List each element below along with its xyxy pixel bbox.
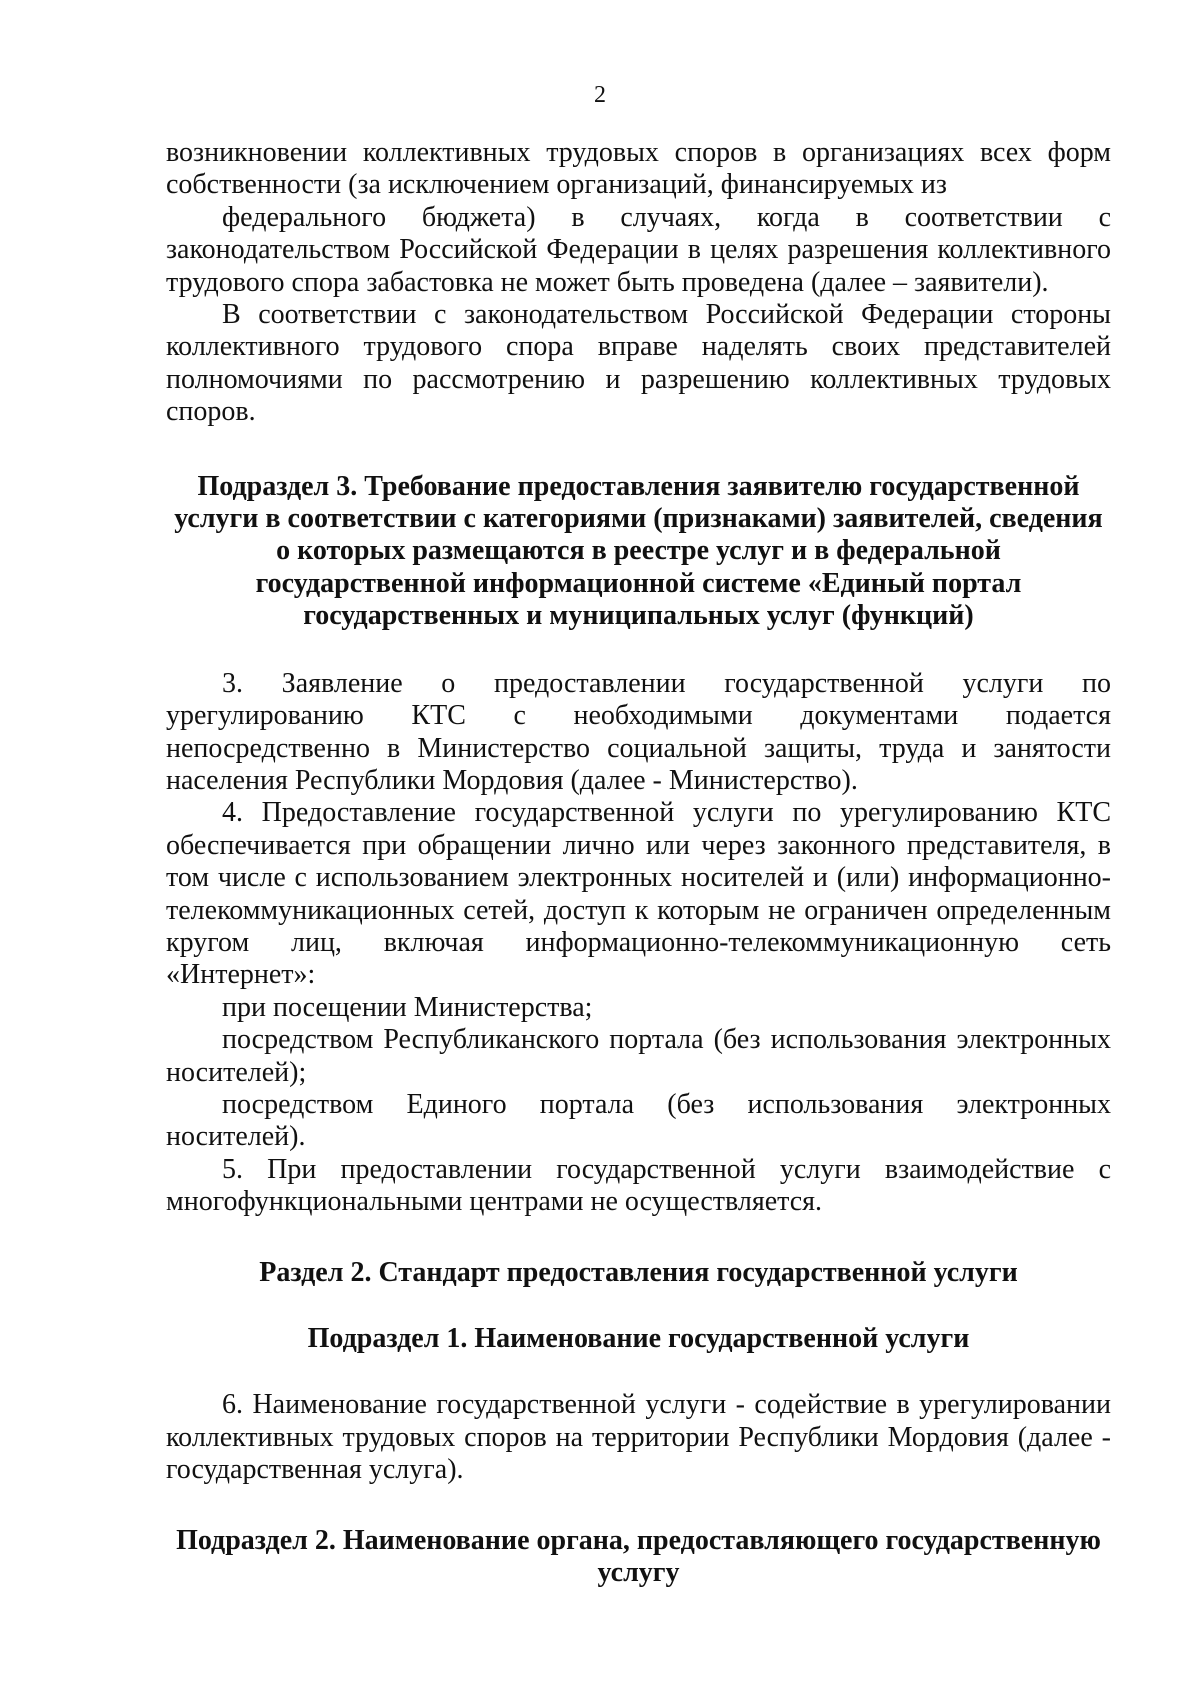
subsection-1-heading: Подраздел 1. Наименование государственной услуги [307,1323,970,1354]
section-2-heading: Раздел 2. Стандарт предоставления государственной услуги [259,1256,1018,1288]
intro-representatives-paragraph: В соответствии с законодательством Российской Федерации стороны коллективного трудового спора вправе наделять своих представителей полномочиями по рассмотрению и разрешению коллективных трудовых споров. [166,299,1111,428]
intro-applicants-paragraph: федерального бюджета) в случаях, когда в соответствии с законодательством Российской Федерации в целях разрешения коллективного трудового спора забастовка не может быть проведена (далее – заявители). [166,201,1111,298]
subsection-3-heading: Подраздел 3. Требование предоставления заявителю государственной услуги в соответствии с категориями (признаками) заявителей, сведения о которых размещаются в реестре услуг и в федеральной государственной информационной системе «Единый портал государственных и муниципальных услуг (функций) [174,470,1103,632]
page-number: 2 [594,82,606,108]
item-4-bullet-ministry: при посещении Министерства; [222,991,593,1023]
intro-continued-line: возникновении коллективных трудовых споров в организациях всех форм собственности (за исключением организаций, финансируемых из [166,137,1111,201]
subsection-2-heading: Подраздел 2. Наименование органа, предоставляющего государственную услугу [176,1524,1101,1589]
item-3-paragraph: 3. Заявление о предоставлении государственной услуги по урегулированию КТС с необходимыми документами подается непосредственно в Министерство социальной защиты, труда и занятости населения Республики Мордовия (далее - Министерство). [166,667,1111,796]
page-content [166,137,1111,1589]
item-4-bullet-republic-portal: посредством Республиканского портала (без использования электронных носителей); [166,1024,1111,1088]
item-4-bullet-unified-portal: посредством Единого портала (без использования электронных носителей). [166,1088,1111,1153]
item-5-paragraph: 5. При предоставлении государственной услуги взаимодействие с многофункциональными центрами не осуществляется. [166,1153,1111,1218]
item-6-paragraph: 6. Наименование государственной услуги - содействие в урегулировании коллективных трудовых споров на территории Республики Мордовия (далее - государственная услуга). [166,1389,1111,1486]
item-4-paragraph: 4. Предоставление государственной услуги по урегулированию КТС обеспечивается при обращении лично или через законного представителя, в том числе с использованием электронных носителей и (или) информационно-телекоммуникационных сетей, доступ к которым не ограничен определенным кругом лиц, включая информационно-телекоммуникационную сеть «Интернет»: [166,797,1111,991]
